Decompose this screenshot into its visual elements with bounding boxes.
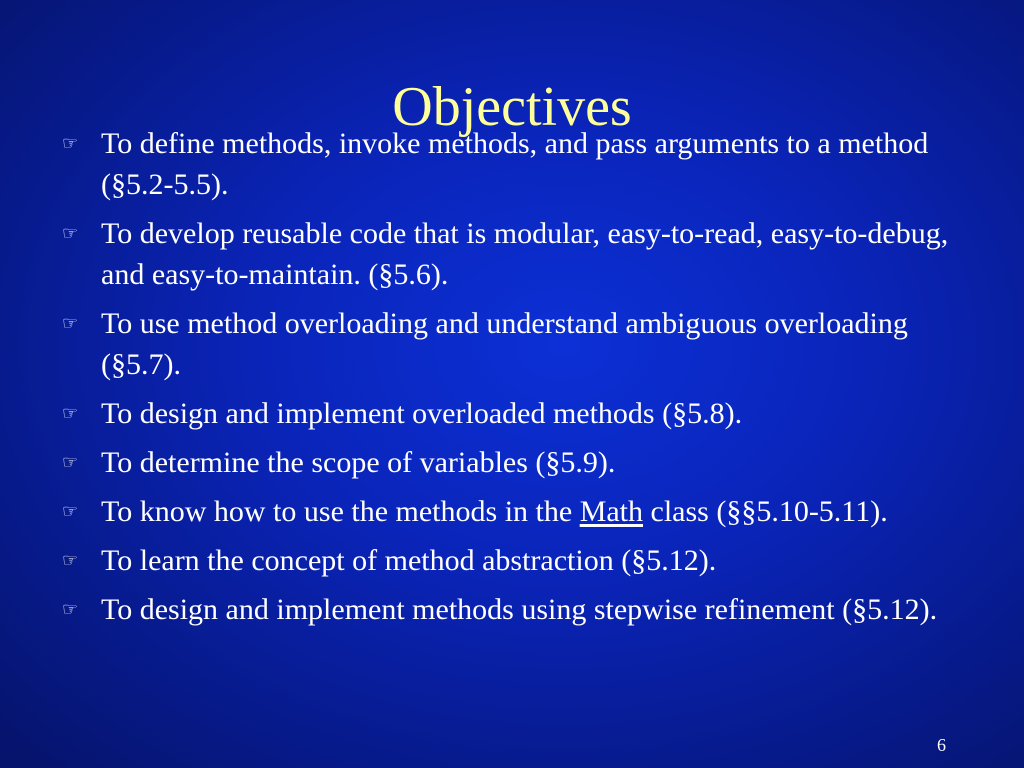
pointing-hand-icon: ☞ xyxy=(62,599,79,620)
bullet-text: To develop reusable code that is modular, easy-to-read, easy-to-debug, and easy-to-maintain. (§5.6). xyxy=(101,217,949,291)
bullet-text: To learn the concept of method abstraction (§5.12). xyxy=(101,544,717,577)
page-number: 6 xyxy=(937,735,946,755)
list-item xyxy=(62,540,992,581)
list-item xyxy=(62,442,992,483)
pointing-hand-icon: ☞ xyxy=(62,313,79,334)
bullet-text: To determine the scope of variables (§5.9). xyxy=(101,446,616,479)
bullet-text: To design and implement methods using stepwise refinement (§5.12). xyxy=(101,593,938,626)
math-class-reference: Math xyxy=(579,495,644,528)
pointing-hand-icon: ☞ xyxy=(62,452,79,473)
list-item xyxy=(62,303,992,385)
bullet-text-after: class (§§5.10-5.11). xyxy=(643,495,888,528)
bullet-text: To define methods, invoke methods, and pass arguments to a method (§5.2-5.5). xyxy=(101,127,929,201)
bullet-text: To design and implement overloaded methods (§5.8). xyxy=(101,397,743,430)
pointing-hand-icon: ☞ xyxy=(62,550,79,571)
list-item xyxy=(62,393,992,434)
pointing-hand-icon: ☞ xyxy=(62,133,79,154)
objectives-list xyxy=(62,123,992,638)
list-item xyxy=(62,589,992,630)
pointing-hand-icon: ☞ xyxy=(62,403,79,424)
pointing-hand-icon: ☞ xyxy=(62,501,79,522)
list-item xyxy=(62,123,992,205)
bullet-text-before: To know how to use the methods in the xyxy=(101,495,580,528)
bullet-text: To use method overloading and understand ambiguous overloading (§5.7). xyxy=(101,307,908,381)
slide-title: Objectives xyxy=(392,75,632,138)
pointing-hand-icon: ☞ xyxy=(62,223,79,244)
list-item xyxy=(62,491,992,532)
list-item xyxy=(62,213,992,295)
